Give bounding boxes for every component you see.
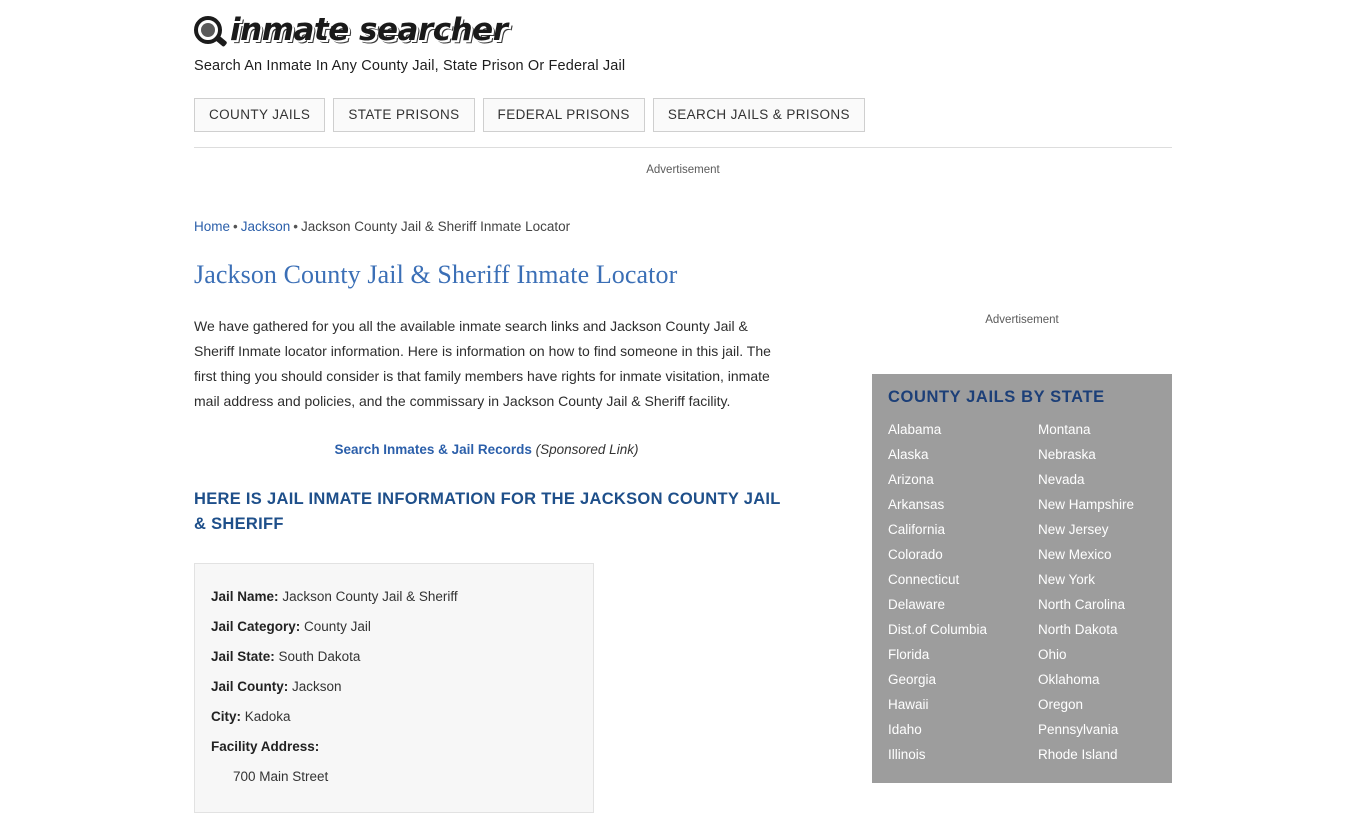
main-content <box>194 258 794 813</box>
state-link-arizona[interactable]: Arizona <box>888 472 934 487</box>
state-link-florida[interactable]: Florida <box>888 647 930 662</box>
nav-item-federal-prisons[interactable]: FEDERAL PRISONS <box>483 98 645 132</box>
state-link-connecticut[interactable]: Connecticut <box>888 572 960 587</box>
breadcrumb-county-link[interactable]: Jackson <box>240 219 291 234</box>
info-row-jail-name <box>211 582 577 612</box>
info-row-address-line1 <box>211 762 577 792</box>
state-link-oklahoma[interactable]: Oklahoma <box>1038 672 1100 687</box>
info-value-jail-name: Jackson County Jail & Sheriff <box>282 589 458 604</box>
state-link-rhode-island[interactable]: Rhode Island <box>1038 747 1118 762</box>
nav-item-state-prisons[interactable]: STATE PRISONS <box>333 98 474 132</box>
info-value-jail-state: South Dakota <box>278 649 361 664</box>
header-divider <box>194 147 1172 148</box>
breadcrumb-home-link[interactable]: Home <box>194 219 231 234</box>
info-key-facility-address: Facility Address: <box>211 739 320 754</box>
info-key-city: City: <box>211 709 241 724</box>
info-value-address-line1: 700 Main Street <box>233 769 329 784</box>
info-key-jail-county: Jail County: <box>211 679 289 694</box>
info-key-jail-name: Jail Name: <box>211 589 279 604</box>
nav-item-search-jails-prisons[interactable]: SEARCH JAILS & PRISONS <box>653 98 865 132</box>
state-column-2 <box>1038 417 1134 767</box>
info-value-city: Kadoka <box>244 709 291 724</box>
info-value-jail-category: County Jail <box>304 619 371 634</box>
page-title: Jackson County Jail & Sheriff Inmate Locator <box>194 260 678 289</box>
site-logo-text[interactable]: inmate searcher <box>230 12 508 48</box>
sidebar-advertisement-label: Advertisement <box>985 314 1059 326</box>
info-row-city <box>211 702 577 732</box>
main-navigation <box>194 98 865 132</box>
state-column-1 <box>888 417 1020 767</box>
info-key-jail-category: Jail Category: <box>211 619 301 634</box>
state-link-dist-of-columbia[interactable]: Dist.of Columbia <box>888 622 988 637</box>
state-link-north-dakota[interactable]: North Dakota <box>1038 622 1118 637</box>
info-key-jail-state: Jail State: <box>211 649 275 664</box>
state-link-nebraska[interactable]: Nebraska <box>1038 447 1096 462</box>
state-link-pennsylvania[interactable]: Pennsylvania <box>1038 722 1119 737</box>
county-jails-by-state-panel <box>872 374 1172 783</box>
state-link-new-jersey[interactable]: New Jersey <box>1038 522 1109 537</box>
breadcrumb-separator-1: • <box>233 219 238 234</box>
state-link-idaho[interactable]: Idaho <box>888 722 922 737</box>
breadcrumb <box>194 219 570 234</box>
info-row-facility-address <box>211 732 577 762</box>
nav-item-county-jails[interactable]: COUNTY JAILS <box>194 98 325 132</box>
sponsored-link-row <box>194 442 779 457</box>
state-link-alaska[interactable]: Alaska <box>888 447 929 462</box>
breadcrumb-separator-2: • <box>293 219 299 234</box>
search-inmates-jail-records-link[interactable]: Search Inmates & Jail Records <box>334 442 532 457</box>
info-row-jail-category <box>211 612 577 642</box>
state-link-illinois[interactable]: Illinois <box>888 747 926 762</box>
top-advertisement-label: Advertisement <box>646 164 720 176</box>
sponsored-note: (Sponsored Link) <box>535 442 639 457</box>
info-value-jail-county: Jackson <box>292 679 342 694</box>
state-link-nevada[interactable]: Nevada <box>1038 472 1085 487</box>
state-link-montana[interactable]: Montana <box>1038 422 1091 437</box>
state-link-columns <box>888 417 1156 767</box>
state-link-north-carolina[interactable]: North Carolina <box>1038 597 1126 612</box>
state-link-ohio[interactable]: Ohio <box>1038 647 1067 662</box>
site-header <box>194 0 1172 74</box>
state-link-oregon[interactable]: Oregon <box>1038 697 1084 712</box>
state-link-california[interactable]: California <box>888 522 946 537</box>
state-link-new-york[interactable]: New York <box>1038 572 1096 587</box>
logo-row <box>194 0 1172 74</box>
state-link-new-hampshire[interactable]: New Hampshire <box>1038 497 1135 512</box>
magnifier-logo-icon <box>194 16 228 50</box>
state-link-arkansas[interactable]: Arkansas <box>888 497 945 512</box>
intro-paragraph: We have gathered for you all the available inmate search links and Jackson County Jail & Sheriff Inmate locator information. Here is information on how to find someone in this jail. The first thing you should consider is that family members have rights for inmate visitation, inmate mail address and policies, and the commissary in Jackson County Jail & Sheriff facility. <box>194 318 771 409</box>
sidebar-title: COUNTY JAILS BY STATE <box>888 388 1105 406</box>
state-link-alabama[interactable]: Alabama <box>888 422 942 437</box>
info-row-jail-state <box>211 642 577 672</box>
state-link-georgia[interactable]: Georgia <box>888 672 937 687</box>
info-row-jail-county <box>211 672 577 702</box>
state-link-delaware[interactable]: Delaware <box>888 597 946 612</box>
state-link-colorado[interactable]: Colorado <box>888 547 943 562</box>
section-title: HERE IS JAIL INMATE INFORMATION FOR THE JACKSON COUNTY JAIL & SHERIFF <box>194 490 781 533</box>
state-link-hawaii[interactable]: Hawaii <box>888 697 929 712</box>
jail-info-card <box>194 563 594 813</box>
breadcrumb-current: Jackson County Jail & Sheriff Inmate Locator <box>301 219 571 234</box>
state-link-new-mexico[interactable]: New Mexico <box>1038 547 1112 562</box>
site-tagline: Search An Inmate In Any County Jail, State Prison Or Federal Jail <box>194 58 626 74</box>
